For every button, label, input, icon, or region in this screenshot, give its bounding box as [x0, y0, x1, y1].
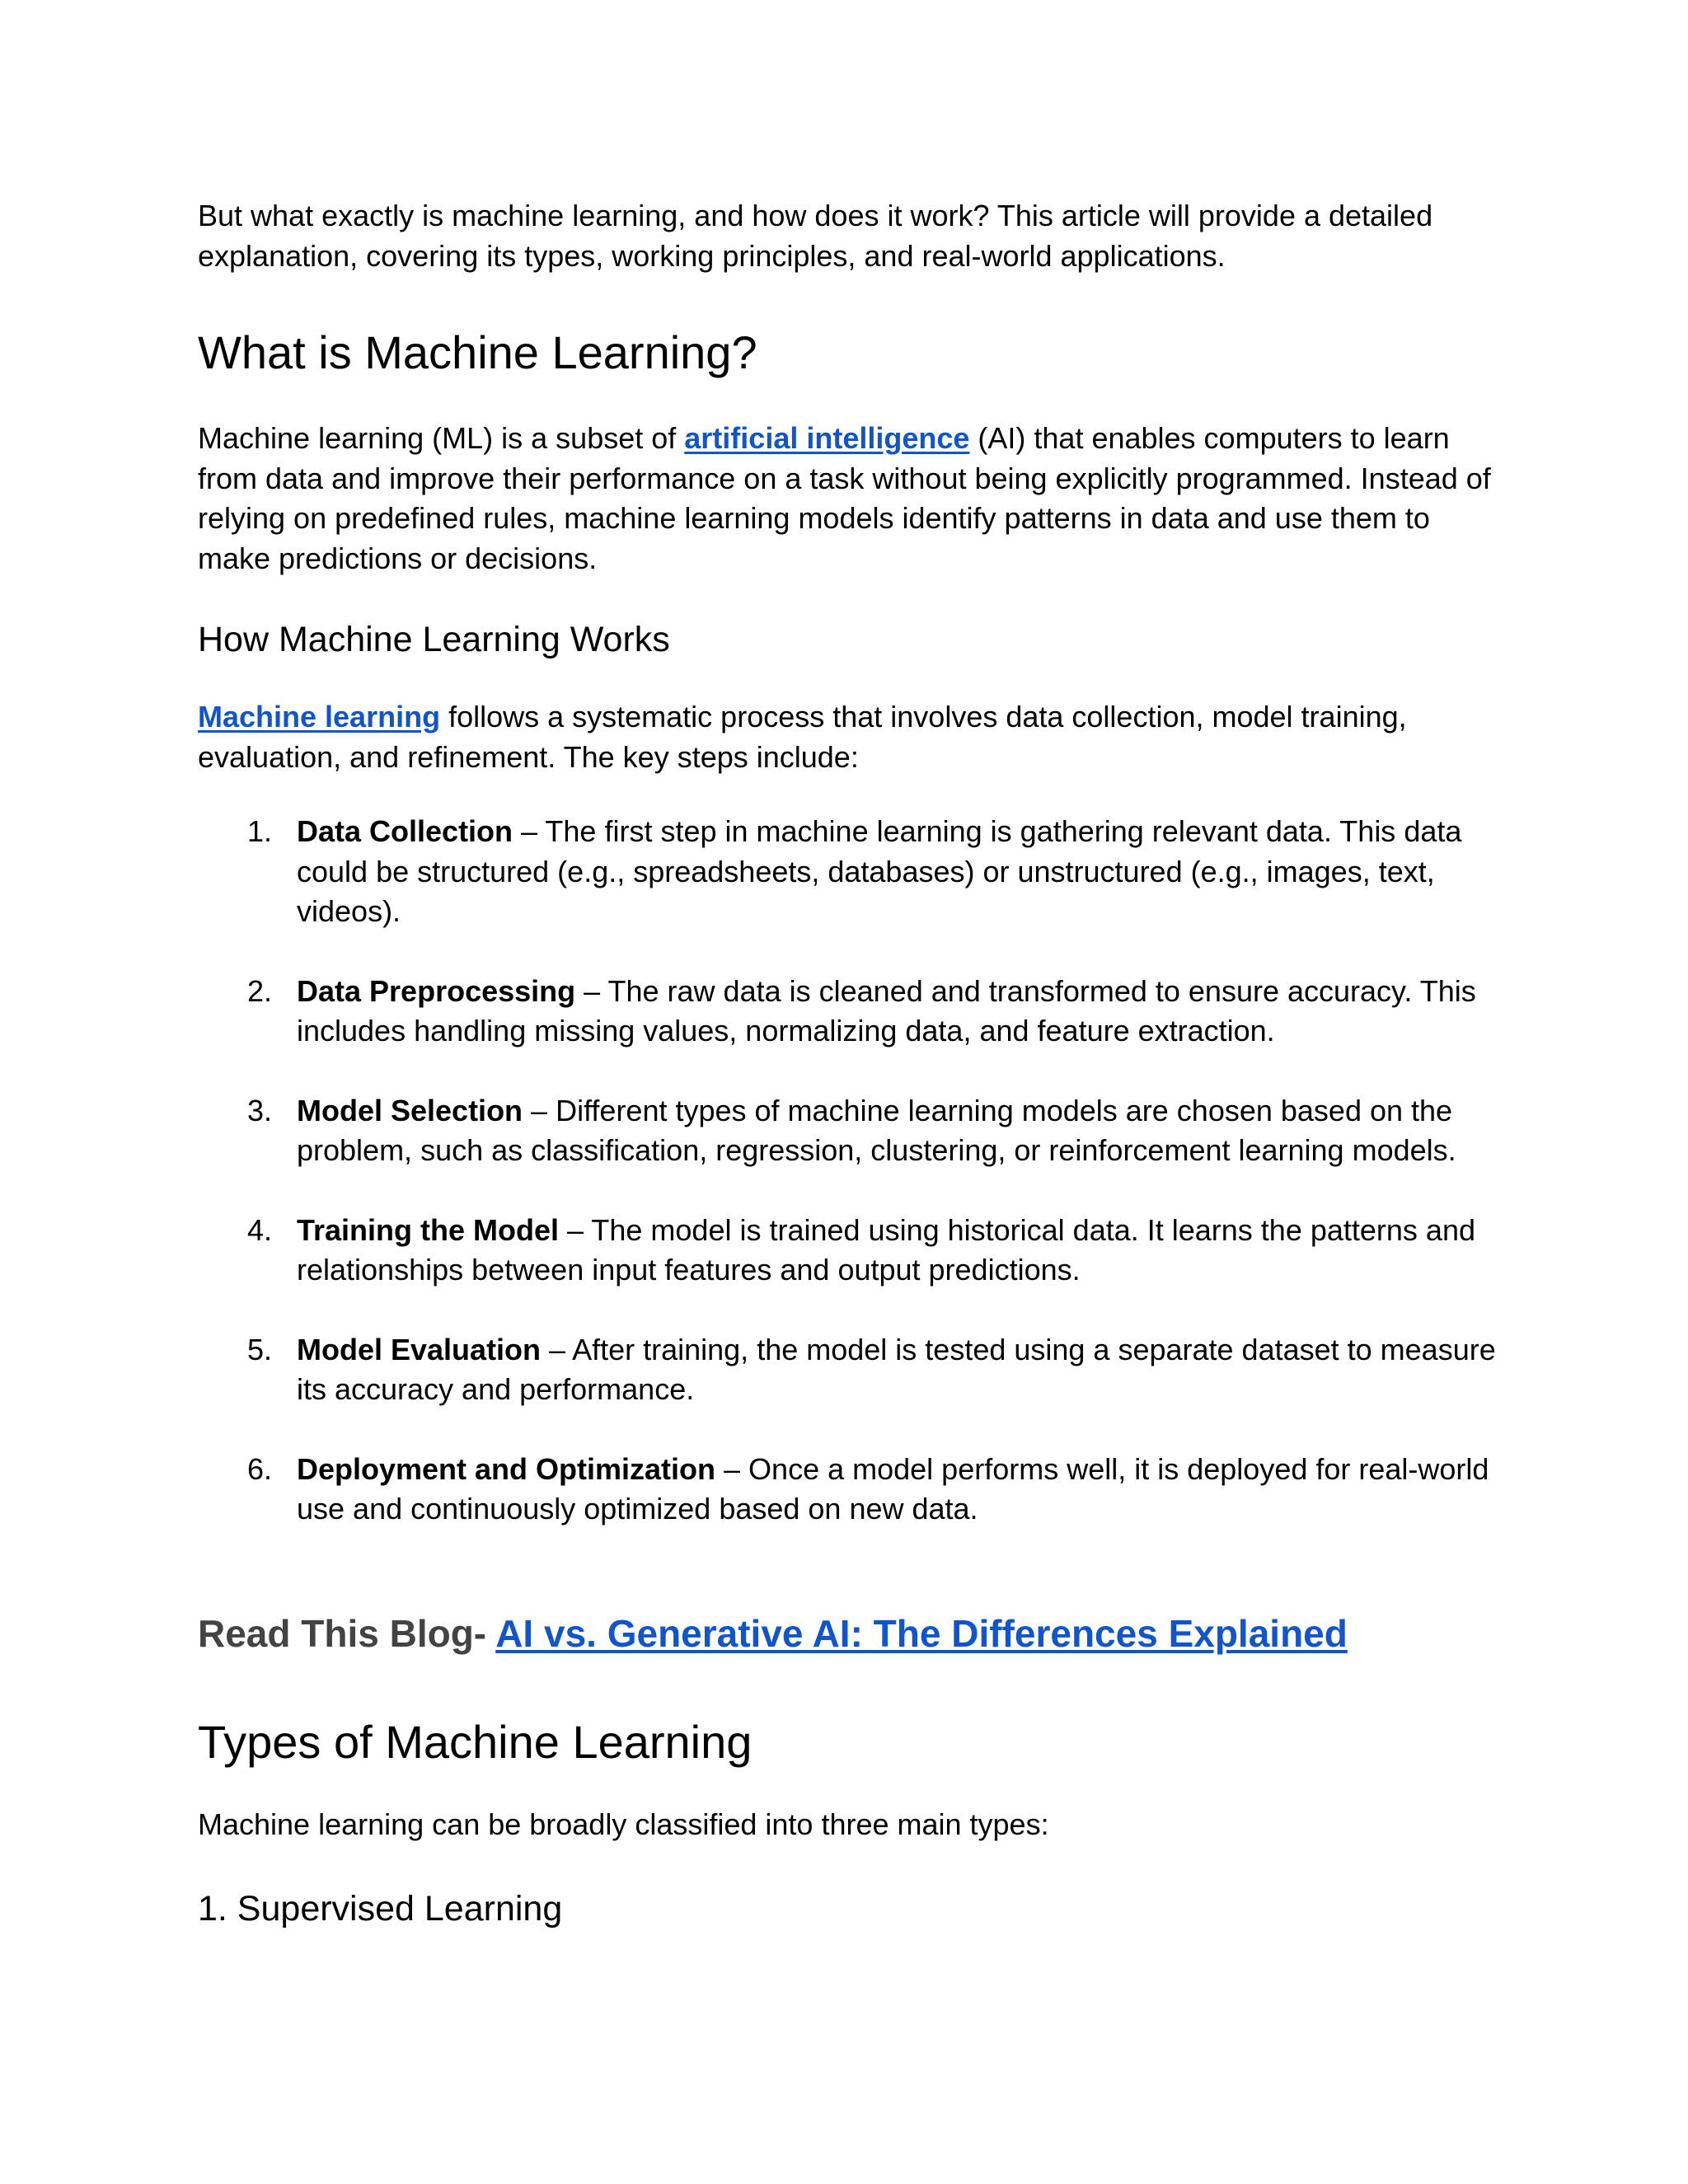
- step-number: 1.: [247, 814, 273, 848]
- heading-types-of-ml: Types of Machine Learning: [198, 1716, 753, 1768]
- ml-process-text: follows a systematic process that involves data collection, model training, evaluation, and refinement. The key steps include:: [198, 700, 1407, 774]
- artificial-intelligence-link[interactable]: artificial intelligence: [684, 421, 970, 455]
- heading-supervised-learning: 1. Supervised Learning: [198, 1889, 563, 1929]
- step-text: – Once a model performs well, it is deployed for real-world use and continuously optimized based on new data.: [297, 1451, 1489, 1526]
- ml-definition-paragraph: [198, 419, 1500, 579]
- step-title: Training the Model: [297, 1212, 560, 1247]
- intro-paragraph: But what exactly is machine learning, and how does it work? This article will provide a detailed explanation, covering its types, working principles, and real-world applications.: [198, 199, 1433, 273]
- step-title: Deployment and Optimization: [297, 1451, 716, 1486]
- step-title: Data Collection: [297, 814, 513, 848]
- list-item: [198, 812, 1500, 932]
- step-title: Model Selection: [297, 1093, 523, 1127]
- ml-definition-text-start: Machine learning (ML) is a subset of: [198, 421, 685, 455]
- step-number: 3.: [247, 1093, 273, 1127]
- step-number: 2.: [247, 973, 273, 1008]
- step-title: Data Preprocessing: [297, 973, 576, 1008]
- read-blog-callout: [198, 1610, 1348, 1657]
- list-item: [198, 1330, 1500, 1410]
- step-number: 6.: [247, 1451, 273, 1486]
- step-text: – The raw data is cleaned and transformed to ensure accuracy. This includes handling missing values, normalizing data, and feature extraction.: [297, 973, 1476, 1047]
- heading-how-ml-works: How Machine Learning Works: [198, 620, 670, 659]
- list-item: [198, 1091, 1500, 1171]
- steps-list: [198, 812, 1500, 1569]
- list-item: [198, 1211, 1500, 1291]
- step-text: – The model is trained using historical data. It learns the patterns and relationships between input features and output predictions.: [297, 1212, 1475, 1286]
- step-text: – The first step in machine learning is gathering relevant data. This data could be structured (e.g., spreadsheets, databases) or unstructured (e.g., images, text, videos).: [297, 814, 1462, 928]
- step-title: Model Evaluation: [297, 1332, 542, 1366]
- heading-what-is-ml: What is Machine Learning?: [198, 326, 757, 378]
- ml-definition-text-end: (AI) that enables computers to learn from data and improve their performance on a task without being explicitly programmed. Instead of relying on predefined rules, machine learning models identify patterns in data and use them to make predictions or decisions.: [198, 421, 1491, 575]
- step-text: – After training, the model is tested using a separate dataset to measure its accuracy and performance.: [297, 1332, 1496, 1406]
- list-item: [198, 1450, 1500, 1530]
- types-intro-paragraph: Machine learning can be broadly classified into three main types:: [198, 1807, 1049, 1841]
- ml-process-paragraph: [198, 697, 1500, 777]
- list-item: [198, 972, 1500, 1052]
- ai-vs-generative-ai-link[interactable]: AI vs. Generative AI: The Differences Explained: [495, 1612, 1348, 1655]
- step-number: 4.: [247, 1212, 273, 1247]
- read-blog-prefix: Read This Blog-: [198, 1612, 496, 1655]
- step-text: – Different types of machine learning models are chosen based on the problem, such as classification, regression, clustering, or reinforcement learning models.: [297, 1093, 1456, 1167]
- machine-learning-link[interactable]: Machine learning: [198, 700, 441, 733]
- step-number: 5.: [247, 1332, 273, 1366]
